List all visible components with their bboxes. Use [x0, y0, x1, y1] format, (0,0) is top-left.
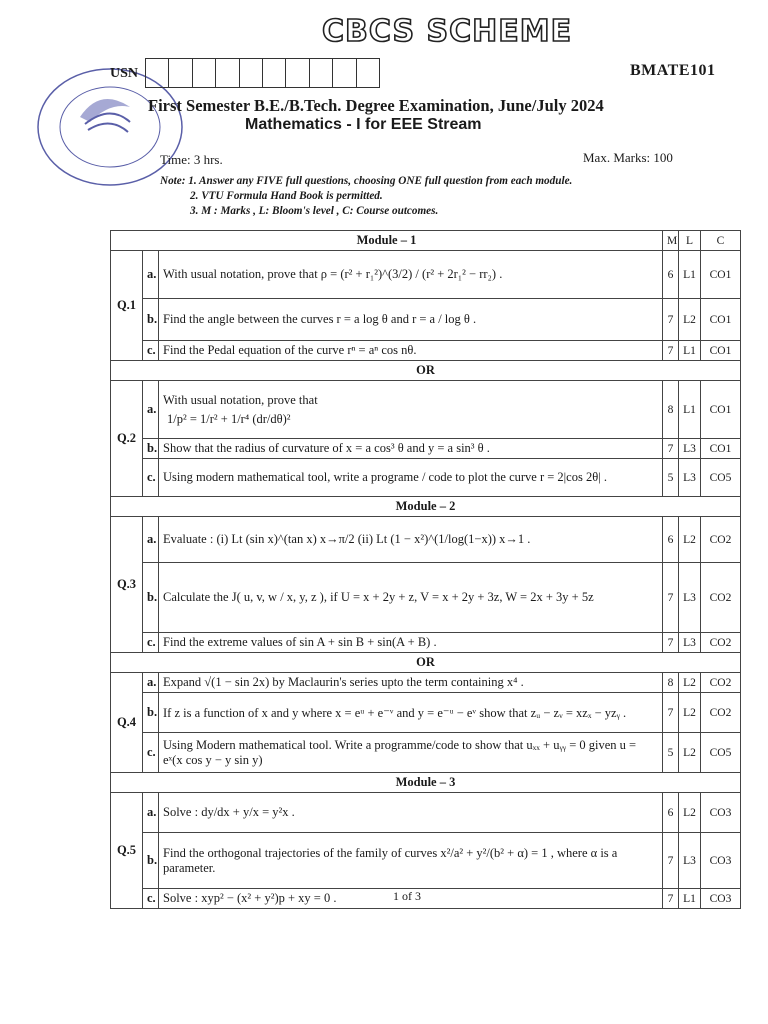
header-marks: M — [663, 231, 679, 251]
subquestion-label: c. — [143, 341, 159, 361]
question-text: Using modern mathematical tool, write a programe / code to plot the curve r = 2|cos 2θ| . — [159, 459, 663, 497]
question-number: Q.2 — [111, 381, 143, 497]
subquestion-label: b. — [143, 439, 159, 459]
level-value: L1 — [679, 251, 701, 299]
level-value: L1 — [679, 889, 701, 909]
header-level: L — [679, 231, 701, 251]
question-text: Find the angle between the curves r = a log θ and r = a / log θ . — [159, 299, 663, 341]
question-text: Find the Pedal equation of the curve rⁿ = aⁿ cos nθ. — [159, 341, 663, 361]
question-text: Find the extreme values of sin A + sin B + sin(A + B) . — [159, 633, 663, 653]
level-value: L2 — [679, 793, 701, 833]
marks-value: 7 — [663, 833, 679, 889]
instructions-note — [160, 174, 572, 219]
module-3-heading: Module – 3 — [111, 773, 741, 793]
max-marks: Max. Marks: 100 — [583, 150, 673, 165]
outcome-value: CO2 — [701, 673, 741, 693]
level-value: L1 — [679, 381, 701, 439]
question-number: Q.1 — [111, 251, 143, 361]
level-value: L2 — [679, 693, 701, 733]
subquestion-label: a. — [143, 517, 159, 563]
note-line-1: Note: 1. Answer any FIVE full questions, choosing ONE full question from each module. — [160, 175, 573, 187]
level-value: L2 — [679, 517, 701, 563]
marks-value: 5 — [663, 459, 679, 497]
outcome-value: CO1 — [701, 439, 741, 459]
question-text: With usual notation, prove that ρ = (r² + r₁²)^(3/2) / (r² + 2r₁² − rr₂) . — [159, 251, 663, 299]
marks-value: 7 — [663, 633, 679, 653]
usn-box[interactable] — [262, 58, 285, 88]
note-line-2: 2. VTU Formula Hand Book is permitted. — [190, 190, 383, 202]
outcome-value: CO1 — [701, 299, 741, 341]
marks-value: 7 — [663, 341, 679, 361]
module-2-heading: Module – 2 — [111, 497, 741, 517]
outcome-value: CO3 — [701, 793, 741, 833]
question-text: Show that the radius of curvature of x = a cos³ θ and y = a sin³ θ . — [159, 439, 663, 459]
time-allowed: Time: 3 hrs. — [160, 152, 223, 167]
marks-value: 5 — [663, 733, 679, 773]
question-table — [110, 230, 741, 909]
usn-box[interactable] — [168, 58, 191, 88]
subject-title: Mathematics - I for EEE Stream — [245, 116, 482, 133]
note-line-3: 3. M : Marks , L: Bloom's level , C: Course outcomes. — [190, 205, 439, 217]
question-text: Expand √(1 − sin 2x) by Maclaurin's series upto the term containing x⁴ . — [159, 673, 663, 693]
formula: 1/p² = 1/r² + 1/r⁴ (dr/dθ)² — [167, 411, 291, 426]
outcome-value: CO5 — [701, 733, 741, 773]
question-text — [159, 381, 663, 439]
subquestion-label: b. — [143, 693, 159, 733]
subquestion-label: a. — [143, 793, 159, 833]
outcome-value: CO1 — [701, 341, 741, 361]
outcome-value: CO1 — [701, 381, 741, 439]
question-number: Q.4 — [111, 673, 143, 773]
subquestion-label: c. — [143, 459, 159, 497]
usn-box[interactable] — [332, 58, 355, 88]
subquestion-label: a. — [143, 251, 159, 299]
level-value: L3 — [679, 633, 701, 653]
marks-value: 7 — [663, 563, 679, 633]
subquestion-label: b. — [143, 299, 159, 341]
question-text: Solve : dy/dx + y/x = y²x . — [159, 793, 663, 833]
marks-value: 6 — [663, 793, 679, 833]
subquestion-label: b. — [143, 833, 159, 889]
marks-value: 6 — [663, 251, 679, 299]
or-divider: OR — [111, 653, 741, 673]
outcome-value: CO2 — [701, 633, 741, 653]
level-value: L2 — [679, 733, 701, 773]
question-text: If z is a function of x and y where x = eᵘ + e⁻ᵛ and y = e⁻ᵘ − eᵛ show that zᵤ − zᵥ = xzₓ − yzᵧ . — [159, 693, 663, 733]
question-number: Q.5 — [111, 793, 143, 909]
question-number: Q.3 — [111, 517, 143, 653]
usn-boxes[interactable] — [145, 58, 380, 88]
marks-value: 7 — [663, 693, 679, 733]
subquestion-label: a. — [143, 673, 159, 693]
outcome-value: CO3 — [701, 889, 741, 909]
usn-box[interactable] — [145, 58, 168, 88]
exam-title: First Semester B.E./B.Tech. Degree Examination, June/July 2024 — [148, 96, 604, 115]
level-value: L3 — [679, 459, 701, 497]
subquestion-label: c. — [143, 733, 159, 773]
question-text: Find the orthogonal trajectories of the family of curves x²/a² + y²/(b² + α) = 1 , where α is a parameter. — [159, 833, 663, 889]
module-1-heading: Module – 1 — [111, 231, 663, 251]
outcome-value: CO3 — [701, 833, 741, 889]
marks-value: 8 — [663, 673, 679, 693]
header-outcome: C — [701, 231, 741, 251]
level-value: L2 — [679, 299, 701, 341]
usn-box[interactable] — [309, 58, 332, 88]
marks-value: 6 — [663, 517, 679, 563]
outcome-value: CO2 — [701, 517, 741, 563]
usn-box[interactable] — [239, 58, 262, 88]
outcome-value: CO1 — [701, 251, 741, 299]
marks-value: 7 — [663, 299, 679, 341]
subquestion-label: a. — [143, 381, 159, 439]
level-value: L1 — [679, 341, 701, 361]
page-number: 1 of 3 — [393, 889, 421, 903]
or-divider: OR — [111, 361, 741, 381]
subquestion-label: c. — [143, 633, 159, 653]
usn-box[interactable] — [285, 58, 308, 88]
level-value: L3 — [679, 439, 701, 459]
question-text-line: With usual notation, prove that — [163, 392, 318, 407]
question-text: Using Modern mathematical tool. Write a programme/code to show that uₓₓ + uᵧᵧ = 0 given u = eˣ(x cos y − y sin y) — [159, 733, 663, 773]
question-text: Evaluate : (i) Lt (sin x)^(tan x) x→π/2 (ii) Lt (1 − x²)^(1/log(1−x)) x→1 . — [159, 517, 663, 563]
usn-box[interactable] — [215, 58, 238, 88]
level-value: L2 — [679, 673, 701, 693]
subquestion-label: c. — [143, 889, 159, 909]
outcome-value: CO2 — [701, 693, 741, 733]
level-value: L3 — [679, 833, 701, 889]
usn-box[interactable] — [356, 58, 380, 88]
marks-value: 7 — [663, 889, 679, 909]
question-text: Solve : xyp² − (x² + y²)p + xy = 0 . — [159, 889, 663, 909]
scheme-heading: CBCS SCHEME — [322, 14, 573, 49]
subquestion-label: b. — [143, 563, 159, 633]
outcome-value: CO2 — [701, 563, 741, 633]
level-value: L3 — [679, 563, 701, 633]
usn-box[interactable] — [192, 58, 215, 88]
subject-code: BMATE101 — [630, 62, 716, 79]
usn-label: USN — [110, 66, 139, 81]
question-text: Calculate the J( u, v, w / x, y, z ), if U = x + 2y + z, V = x + 2y + 3z, W = 2x + 3y + 5z — [159, 563, 663, 633]
outcome-value: CO5 — [701, 459, 741, 497]
marks-value: 8 — [663, 381, 679, 439]
marks-value: 7 — [663, 439, 679, 459]
